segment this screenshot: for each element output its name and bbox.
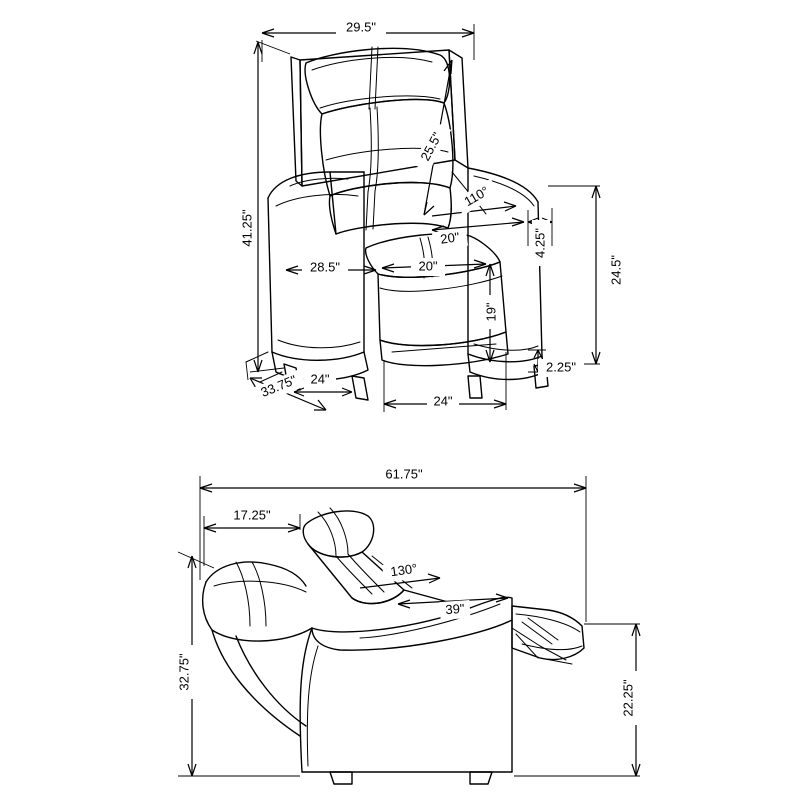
dim-seat-front-width: 24" (433, 393, 453, 409)
dim-seat-depth-inner: 20" (439, 229, 461, 247)
dim-overall-height-reclined: 32.75" (176, 653, 192, 691)
dim-recline-angle: 130° (389, 560, 419, 580)
dim-seat-to-floor: 19" (483, 302, 499, 322)
dim-seat-back-angle: 110° (461, 183, 492, 210)
dim-leg-clearance: 2.25" (546, 359, 576, 375)
dim-reclined-length: 61.75" (385, 466, 423, 482)
dimension-labels (176, 18, 638, 725)
side-reclined-chair (203, 508, 584, 784)
front-view-dimension-lines (246, 24, 600, 412)
dim-arm-length: 28.5" (310, 259, 340, 275)
dim-footrest-height: 22.25" (620, 679, 636, 717)
dim-arm-width: 4.25" (532, 228, 548, 258)
dim-width-top: 29.5" (346, 19, 376, 35)
dim-seat-height-side: 24.5" (608, 255, 624, 285)
dim-side-depth: 24" (310, 371, 330, 387)
dim-seat-length-reclined: 39" (444, 600, 465, 618)
dim-headrest-length: 17.25" (233, 507, 271, 523)
dim-overall-depth: 33.75" (258, 372, 299, 400)
dim-seat-width: 20" (418, 258, 438, 274)
dim-backrest-height: 25.5" (417, 129, 445, 164)
dim-back-height: 41.25" (239, 209, 255, 247)
